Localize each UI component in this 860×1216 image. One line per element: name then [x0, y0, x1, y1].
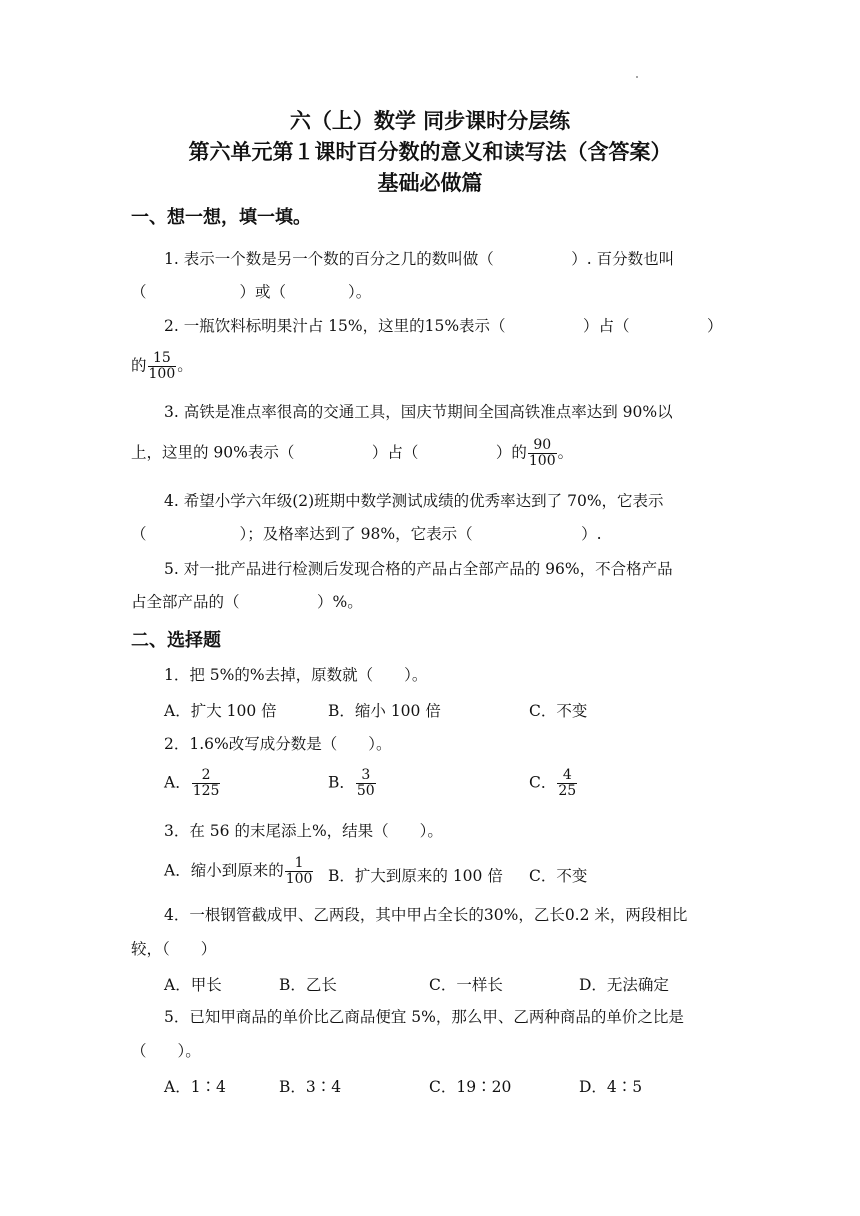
choice-q5-line2: （ ）。	[131, 1042, 201, 1060]
fraction-denominator: 100	[285, 871, 313, 887]
choice-q1: 1．把 5%的%去掉，原数就（ ）。	[164, 666, 428, 684]
choice-q1-option-a: A．扩大 100 倍	[164, 702, 277, 720]
fill-q3-line2	[131, 438, 573, 469]
option-text: A．缩小到原来的	[164, 861, 284, 880]
fraction	[285, 856, 314, 887]
fill-q4-line2: （ ）；及格率达到了 98%，它表示（ ）.	[131, 525, 602, 543]
fill-q5-line2: 占全部产品的（ ）%。	[131, 593, 363, 611]
fraction	[148, 351, 177, 382]
choice-q1-option-b: B．缩小 100 倍	[328, 702, 441, 720]
choice-q3-option-c: C．不变	[529, 867, 588, 885]
choice-q3-option-a	[164, 856, 314, 887]
choice-q4-line1: 4．一根钢管截成甲、乙两段，其中甲占全长的30%，乙长0.2 米，两段相比	[164, 906, 688, 924]
fraction-denominator: 125	[192, 783, 220, 799]
choice-q2: 2．1.6%改写成分数是（ ）。	[164, 735, 392, 753]
fill-q5-line1: 5. 对一批产品进行检测后发现合格的产品占全部产品的 96%，不合格产品	[164, 560, 673, 578]
option-letter: C．	[529, 773, 557, 792]
fraction	[528, 438, 557, 469]
choice-q5-option-b: B．3∶4	[279, 1078, 342, 1096]
speck-mark	[636, 76, 638, 78]
choice-q4-option-c: C．一样长	[429, 976, 503, 994]
page-section-title: 基础必做篇	[377, 171, 483, 195]
fraction-numerator: 1	[294, 855, 304, 871]
fraction-numerator: 90	[533, 437, 552, 453]
fill-q1-line2: （ ）或（ ）。	[131, 283, 372, 301]
page-title: 六（上）数学 同步课时分层练	[289, 109, 571, 133]
page-subtitle: 第六单元第１课时百分数的意义和读写法（含答案）	[188, 140, 672, 164]
fill-q2-suffix: 。	[177, 356, 193, 375]
choice-q5-option-d: D．4∶5	[579, 1078, 643, 1096]
fraction-denominator: 100	[148, 366, 176, 382]
fill-q2-line1: 2. 一瓶饮料标明果汁占 15%，这里的15%表示（ ）占（ ）	[164, 317, 723, 335]
fraction-denominator: 50	[356, 783, 375, 799]
fill-q3-suffix: 。	[557, 443, 574, 462]
fill-q2-line2	[131, 351, 193, 382]
choice-q5-line1: 5．已知甲商品的单价比乙商品便宜 5%，那么甲、乙两种商品的单价之比是	[164, 1008, 684, 1026]
option-letter: A．	[164, 773, 191, 792]
fill-q3-prefix: 上，这里的 90%表示（ ）占（ ）的	[131, 443, 527, 462]
choice-q3-option-b: B．扩大到原来的 100 倍	[328, 867, 503, 885]
choice-q3: 3．在 56 的末尾添上%，结果（ ）。	[164, 822, 443, 840]
choice-q4-line2: 较，（ ）	[131, 940, 217, 958]
choice-q1-option-c: C．不变	[529, 702, 588, 720]
fraction	[557, 768, 577, 799]
fraction	[192, 768, 221, 799]
fraction-numerator: 4	[562, 767, 572, 783]
choice-q2-option-a	[164, 768, 221, 799]
fraction-numerator: 15	[152, 350, 171, 366]
fraction-denominator: 25	[558, 783, 577, 799]
section-heading-fill: 一、想一想，填一填。	[131, 207, 311, 228]
fraction	[356, 768, 376, 799]
fill-q1-line1: 1. 表示一个数是另一个数的百分之几的数叫做（ ）. 百分数也叫	[164, 250, 675, 268]
choice-q2-option-c	[529, 768, 578, 799]
section-heading-choice: 二、选择题	[131, 630, 221, 651]
fill-q2-prefix: 的	[131, 356, 147, 375]
fraction-numerator: 2	[201, 767, 211, 783]
choice-q4-option-b: B．乙长	[279, 976, 337, 994]
choice-q4-option-a: A．甲长	[164, 976, 222, 994]
fraction-numerator: 3	[361, 767, 371, 783]
title-block	[0, 106, 860, 199]
fill-q3-line1: 3. 高铁是准点率很高的交通工具，国庆节期间全国高铁准点率达到 90%以	[164, 403, 673, 421]
choice-q5-option-c: C．19∶20	[429, 1078, 512, 1096]
option-letter: B．	[328, 773, 355, 792]
choice-q4-option-d: D．无法确定	[579, 976, 669, 994]
fraction-denominator: 100	[528, 453, 556, 469]
fill-q4-line1: 4. 希望小学六年级(2)班期中数学测试成绩的优秀率达到了 70%，它表示	[164, 492, 664, 510]
choice-q2-option-b	[328, 768, 377, 799]
choice-q5-option-a: A．1∶4	[164, 1078, 226, 1096]
